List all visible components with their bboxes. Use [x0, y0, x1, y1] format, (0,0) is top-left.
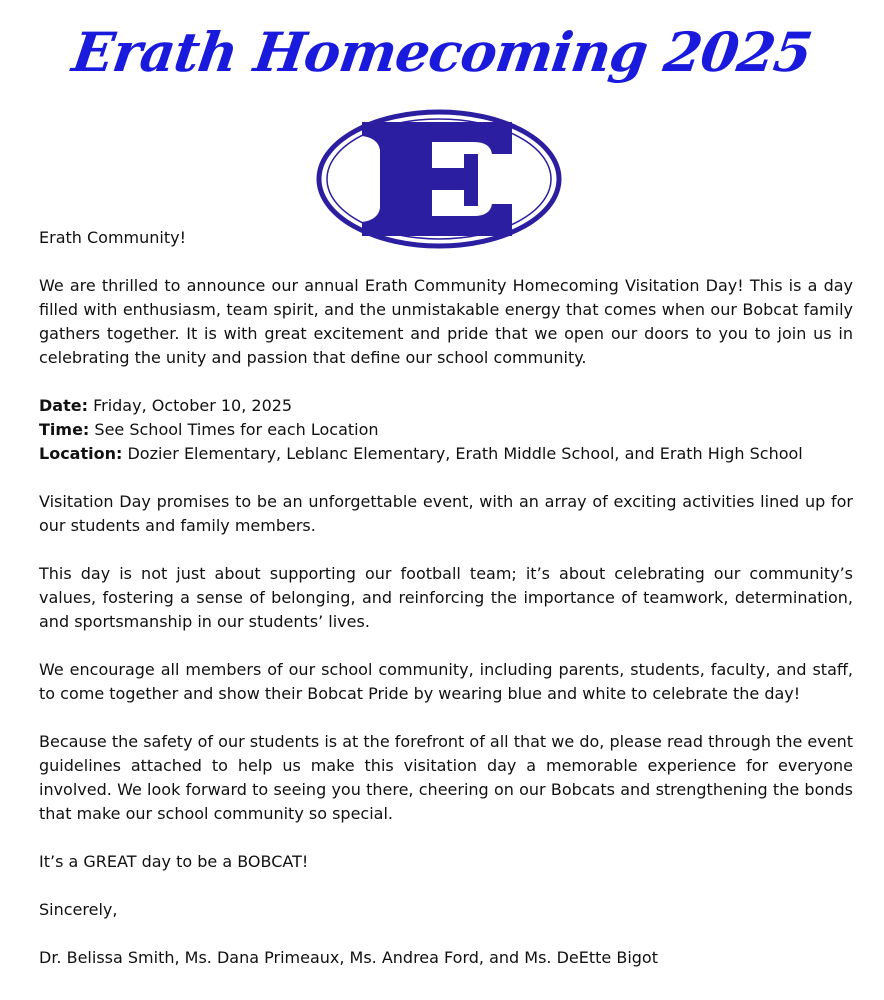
visitation-paragraph: Visitation Day promises to be an unforgettable event, with an array of exciting activities lined up for our students and family members.: [39, 492, 853, 535]
date-label: Date:: [39, 396, 88, 415]
closing: Sincerely,: [39, 900, 118, 919]
signatures: Dr. Belissa Smith, Ms. Dana Primeaux, Ms. Andrea Ford, and Ms. DeEtte Bigot: [39, 948, 658, 967]
intro-paragraph: We are thrilled to announce our annual Erath Community Homecoming Visitation Day! This is a day filled with enthusiasm, team spirit, and the unmistakable energy that comes when our Bobcat family gathers together. It is with great excitement and pride that we open our doors to you to join us in celebrating the unity and passion that define our school community.: [39, 276, 853, 367]
time-label: Time:: [39, 420, 90, 439]
safety-paragraph: Because the safety of our students is at the forefront of all that we do, please read through the event guidelines attached to help us make this visitation day a memorable experience for everyone involved. We look forward to seeing you there, cheering on our Bobcats and strengthening the bonds that make our school community so special.: [39, 732, 853, 823]
location-label: Location:: [39, 444, 123, 463]
location-value: Dozier Elementary, Leblanc Elementary, Erath Middle School, and Erath High School: [122, 444, 803, 463]
letter-body: [39, 226, 853, 970]
location-line: [39, 442, 853, 466]
page-title: Erath Homecoming 2025: [68, 20, 816, 84]
date-value: Friday, October 10, 2025: [87, 396, 293, 415]
time-value: See School Times for each Location: [89, 420, 379, 439]
time-line: [39, 418, 853, 442]
date-line: [39, 394, 853, 418]
slogan: It’s a GREAT day to be a BOBCAT!: [39, 852, 309, 871]
encourage-paragraph: We encourage all members of our school community, including parents, students, faculty, and staff, to come together and show their Bobcat Pride by wearing blue and white to celebrate the day!: [39, 660, 853, 703]
greeting: Erath Community!: [39, 228, 187, 247]
values-paragraph: This day is not just about supporting our football team; it’s about celebrating our community’s values, fostering a sense of belonging, and reinforcing the importance of teamwork, determination, and sportsmanship in our students’ lives.: [39, 564, 853, 631]
